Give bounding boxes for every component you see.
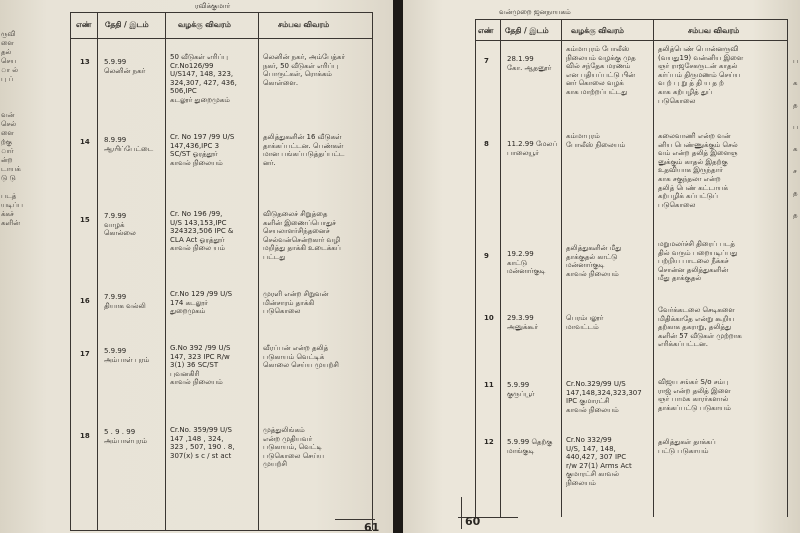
column-divider [500,19,501,517]
col-header-no: எண் [478,26,494,35]
row-number: 17 [80,350,90,358]
table-border-left [70,12,71,530]
table-top-rule [70,12,372,13]
row-incident-details: லெனின் நகர், அம்பேத்கர் நகர், 50 வீடுகள் எரிப்பு பொருட்கள், ரொக்கம் கொள்ளை. [263,53,346,87]
row-incident-details: வீரப்பன் என்ற தலித் படுகாயம் வெட்டிக் கொலை செய்ய முயற்சி [263,344,339,370]
header-rule [475,40,787,41]
row-case-details: G.No 392 /99 U/S 147, 323 IPC R/w 3(1) 36 SC/ST புவனகிரி காவல் நிலையம் [170,344,231,387]
left-page [0,0,393,533]
row-number: 9 [484,252,489,260]
row-date-place: 29.3.99 அனுக்கூர் [507,314,539,331]
table-bottom-rule [70,530,372,531]
col-header-no: எண் [76,20,92,29]
page-number-mark [461,497,462,529]
row-incident-details: கலைவாணி என்ற வன் னிய பெண்ணுக்கும் செல் வம் என்ற தலித் இளைஞ னுக்கும் காதல் இதற்கு உதவியாக இருந்தார் காக சகுந்தலா என்ற தலித் பெண் கட்டாயக் கற்பழிக் கப்பட்டுப் படுகொலை [658,132,738,209]
row-date-place: 5.9.99 குருப்பூர் [507,381,535,398]
left-margin-fragment: ருவி ளை தல் செய ா ல் பு ப் வன் செல் ளை ற்கு ார் ன்ற டாயக் டு டு படத் யடிப்ப க்கச் களின் [1,30,23,227]
running-header-left: ரவிக்குமார் [195,2,231,10]
row-incident-details: மறுமலர்ச்சி திரைப் படத் தில் வரும் பறையடிப்பது பற்றிய பாடலை நீக்கச் சொன்ன தலித்துகளின் மீது தாக்குதல் [658,240,738,283]
table-border-left [475,19,476,517]
column-divider [561,19,562,517]
row-incident-details: தலித்துகளின் 16 வீடுகள் தாக்கப்பட்டன. பெண்கள் மான பங்கப்படுத்தப்பட்ட னர். [263,133,345,167]
row-date-place: 5.9.99 லெனின் நகர் [104,58,146,75]
row-number: 14 [80,138,90,146]
page-number-left: 61 [364,521,380,533]
row-number: 10 [484,314,494,322]
col-header-date-place: தேதி / இடம் [505,26,549,35]
col-header-incident: சம்பவ விவரம் [278,20,330,29]
row-number: 11 [484,381,494,389]
col-header-case: வழக்கு விவரம் [571,26,624,35]
col-header-case: வழக்கு விவரம் [178,20,231,29]
row-number: 8 [484,140,489,148]
row-incident-details: விஜய சங்கர் S/o சம்பு ராஜ் என்ற தலித் இளை ஞர் பாமக காரர்களால் தாக்கப்பட்டு படுகாயம் [658,378,731,412]
right-page [403,0,800,533]
row-number: 13 [80,58,90,66]
row-case-details: தலித்துகளின் மீது தாக்குதல் காட்டு மன்னார்குடி காவல் நிலையம் [566,244,622,278]
page-number-rule [335,519,375,520]
running-header-right: வன்முறை ஜனநாயகம் [499,8,571,16]
row-incident-details: முரளி என்ற சிறுவன் மின்சாரம் தாக்கி படுகொலை [263,290,329,316]
row-date-place: 7.9.99 தியாக வல்லி [104,293,146,310]
col-header-date-place: தேதி / இடம் [105,20,149,29]
table-border-right [372,12,373,530]
row-date-place: 19.2.99 காட்டு மன்னார்குடி [507,250,546,276]
row-case-details: Cr. No 196 /99, U/S 143,153,IPC 324323,506 IPC & CLA Act ஓரத்தூர் காவல் நிலை யம் [170,210,234,253]
col-header-incident: சம்பவ விவரம் [688,26,740,35]
column-divider [653,19,654,517]
column-divider [97,12,98,530]
row-number: 15 [80,216,90,224]
row-date-place: 28.1.99 கோ. ஆதனூர் [507,55,552,72]
book-gutter [393,0,403,533]
row-case-details: 50 வீடுகள் எரிப்பு Cr.No126/99 U/S147, 148, 323, 324,307, 427, 436, 506,IPC கடலூர் துறைமுகம் [170,53,237,104]
row-case-details: கம்மாபுரம் போலீஸ் நிலையம் [566,132,626,149]
table-top-rule [475,19,787,20]
column-divider [258,12,259,530]
page-number-right: 60 [465,515,481,528]
row-case-details: பெரம்பலூர் மாவட்டம் [566,314,604,331]
row-incident-details: வேர்க்கடலை செடிகளை மிதிக்காதே என்று கூறிய தற்காக தகராறு, தலித்து களின் 57 வீடுகள் முற்றாக எரிக்கப்பட்டன. [658,306,742,349]
row-date-place: 11.2.99 மேலப் பாலையூர் [507,140,558,157]
row-case-details: Cr.No.329/99 U/S 147,148,324,323,307 IPC குமாரட்சி காவல் நிலையம் [566,380,642,414]
row-incident-details: தலித்துகள் தாக்கப் பட்டு படுகாயம் [658,438,716,455]
row-date-place: 5 . 9 . 99 அம்பாள்புரம் [104,428,148,445]
row-incident-details: முத்துலிங்கம் என்ற முதியவர் படுகாயம், வெட்டி படுகொலை செய்ய முயற்சி [263,426,325,469]
row-incident-details: விடுதலைச் சிறுத்தை களின் இணைப்பொதுச் செயலாளர்சிந்தனைச் செல்வன்சென்றகார் வழி மறித்து தாக்கி உடைக்கப் பட்டது [263,210,341,261]
header-rule [70,38,372,39]
row-case-details: கம்மாபுரம் போலீஸ் நிலையம் வழக்கு முத வில் சந்தேக மரணம் என பதியப்பட்டு பின் னர் கொலை வழக் காக மாற்றப்பட்டது [566,45,636,96]
row-date-place: 5.9.99 தெற்கு மாங்குடி [507,438,553,455]
table-border-right [787,19,788,517]
row-case-details: Cr.No. 359/99 U/S 147 ,148 , 324, 323 , 507, 190 . 8, 307(x) s c / st act [170,426,235,460]
row-number: 12 [484,438,494,446]
row-number: 18 [80,432,90,440]
row-number: 7 [484,57,489,65]
column-divider [165,12,166,530]
row-case-details: Cr.No 129 /99 U/S 174 கடலூர் துறைமுகம் [170,290,233,316]
row-case-details: Cr.No 332/99 U/S, 147, 148, 440,427, 307 IPC r/w 27(1) Arms Act குமாரட்சி காவல் நிலையம் [566,436,632,487]
right-margin-fragment: ப க த ப க ச த த [793,57,799,219]
row-number: 16 [80,297,90,305]
row-date-place: 7.9.99 வாழக் கொல்லை [104,212,136,238]
row-date-place: 8.9.99 ஆயிப்பேட்டை [104,136,154,153]
row-date-place: 5.9.99 அம்பாள் புரம் [104,347,150,364]
row-case-details: Cr. No 197 /99 U/S 147,436,IPC 3 SC/ST ஓரத்தூர் காவல் நிலையம் [170,133,235,167]
row-incident-details: தலித்பெண் பொன்னருவி (வயது19) வன்னிய இளை ஞர் ராஜசேகருடன் காதல் கர்ப்பம் திருமணம் செய்ய வ ற் பு று த் தி ய த ற் காக கற்பழித் துப் படுகொலை [658,45,744,105]
